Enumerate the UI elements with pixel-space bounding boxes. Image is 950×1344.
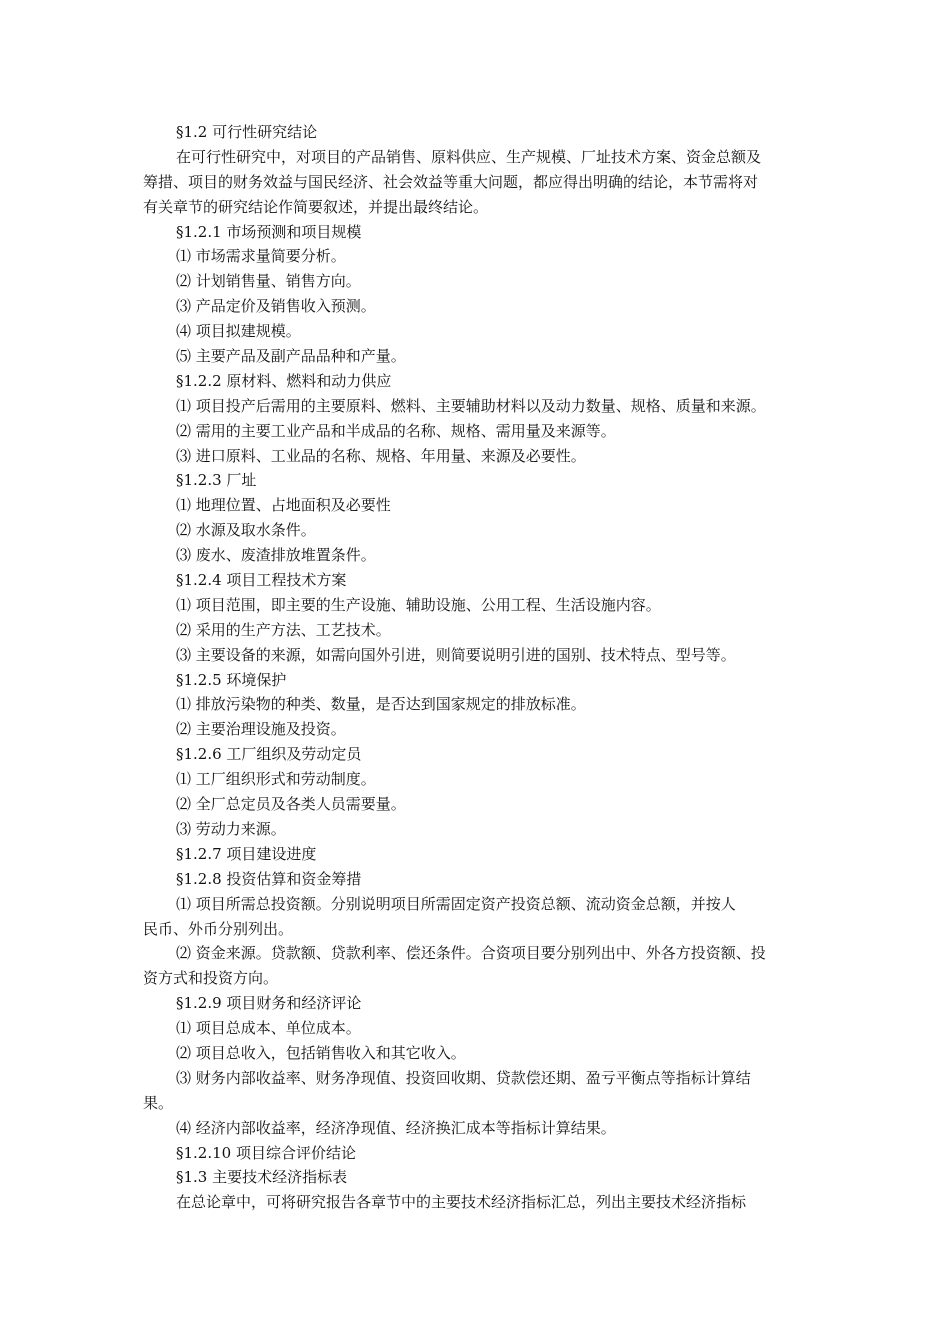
list-item: ⑵ 主要治理设施及投资。 xyxy=(176,720,346,739)
section-heading: §1.2.3 厂址 xyxy=(176,471,257,490)
paragraph-line: ⑵ 资金来源。贷款额、贷款利率、偿还条件。合资项目要分别列出中、外各方投资额、投 xyxy=(176,944,766,963)
section-heading: §1.2.4 项目工程技术方案 xyxy=(176,571,347,590)
list-item: ⑴ 排放污染物的种类、数量，是否达到国家规定的排放标准。 xyxy=(176,695,586,714)
section-heading: §1.2.7 项目建设进度 xyxy=(176,844,317,863)
list-item: ⑴ 工厂组织形式和劳动制度。 xyxy=(176,770,376,789)
list-item: ⑵ 需用的主要工业产品和半成品的名称、规格、需用量及来源等。 xyxy=(176,421,616,440)
list-item: ⑶ 主要设备的来源，如需向国外引进，则简要说明引进的国别、技术特点、型号等。 xyxy=(176,645,736,664)
section-heading: §1.3 主要技术经济指标表 xyxy=(176,1168,348,1187)
section-heading: §1.2.8 投资估算和资金筹措 xyxy=(176,869,362,888)
paragraph-line: 在可行性研究中，对项目的产品销售、原料供应、生产规模、厂址技术方案、资金总额及 xyxy=(176,147,762,166)
paragraph-line: 果。 xyxy=(143,1093,174,1112)
paragraph-line: 民币、外币分别列出。 xyxy=(143,919,294,938)
list-item: ⑴ 项目投产后需用的主要原料、燃料、主要辅助材料以及动力数量、规格、质量和来源。 xyxy=(176,396,766,415)
list-item: ⑶ 进口原料、工业品的名称、规格、年用量、来源及必要性。 xyxy=(176,446,586,465)
list-item: ⑵ 采用的生产方法、工艺技术。 xyxy=(176,620,391,639)
list-item: ⑵ 计划销售量、销售方向。 xyxy=(176,272,361,291)
list-item: ⑴ 项目范围，即主要的生产设施、辅助设施、公用工程、生活设施内容。 xyxy=(176,595,661,614)
list-item: ⑴ 项目总成本、单位成本。 xyxy=(176,1019,361,1038)
list-item: ⑶ 产品定价及销售收入预测。 xyxy=(176,297,376,316)
section-heading: §1.2.1 市场预测和项目规模 xyxy=(176,222,362,241)
paragraph xyxy=(143,892,813,942)
list-item: ⑷ 项目拟建规模。 xyxy=(176,322,301,341)
section-heading: §1.2.10 项目综合评价结论 xyxy=(176,1143,356,1162)
list-item: ⑶ 劳动力来源。 xyxy=(176,819,286,838)
paragraph-line: 在总论章中，可将研究报告各章节中的主要技术经济指标汇总，列出主要技术经济指标 xyxy=(176,1193,747,1212)
paragraph xyxy=(143,1190,813,1215)
section-heading: §1.2.5 环境保护 xyxy=(176,670,287,689)
section-heading: §1.2.6 工厂组织及劳动定员 xyxy=(176,745,362,764)
paragraph-line: ⑶ 财务内部收益率、财务净现值、投资回收期、贷款偿还期、盈亏平衡点等指标计算结 xyxy=(176,1068,751,1087)
list-item: ⑵ 全厂总定员及各类人员需要量。 xyxy=(176,795,406,814)
list-item: ⑷ 经济内部收益率，经济净现值、经济换汇成本等指标计算结果。 xyxy=(176,1118,616,1137)
paragraph-line: ⑴ 项目所需总投资额。分别说明项目所需固定资产投资总额、流动资金总额，并按人 xyxy=(176,894,736,913)
section-heading: §1.2 可行性研究结论 xyxy=(176,123,318,141)
paragraph-line: 筹措、项目的财务效益与国民经济、社会效益等重大问题，都应得出明确的结论，本节需将对 xyxy=(143,172,759,191)
paragraph-line: 资方式和投资方向。 xyxy=(143,969,279,988)
list-item: ⑴ 地理位置、占地面积及必要性 xyxy=(176,496,391,515)
paragraph-line: 有关章节的研究结论作简要叙述，并提出最终结论。 xyxy=(143,197,489,216)
paragraph xyxy=(143,1066,813,1116)
section-heading: §1.2.9 项目财务和经济评论 xyxy=(176,994,362,1013)
list-item: ⑸ 主要产品及副产品品种和产量。 xyxy=(176,347,406,366)
list-item: ⑶ 废水、废渣排放堆置条件。 xyxy=(176,546,376,565)
paragraph xyxy=(143,145,813,220)
list-item: ⑵ 水源及取水条件。 xyxy=(176,521,316,540)
document-page xyxy=(143,120,813,1215)
list-item: ⑵ 项目总收入，包括销售收入和其它收入。 xyxy=(176,1043,466,1062)
section-heading: §1.2.2 原材料、燃料和动力供应 xyxy=(176,371,392,390)
list-item: ⑴ 市场需求量简要分析。 xyxy=(176,247,346,266)
paragraph xyxy=(143,941,813,991)
